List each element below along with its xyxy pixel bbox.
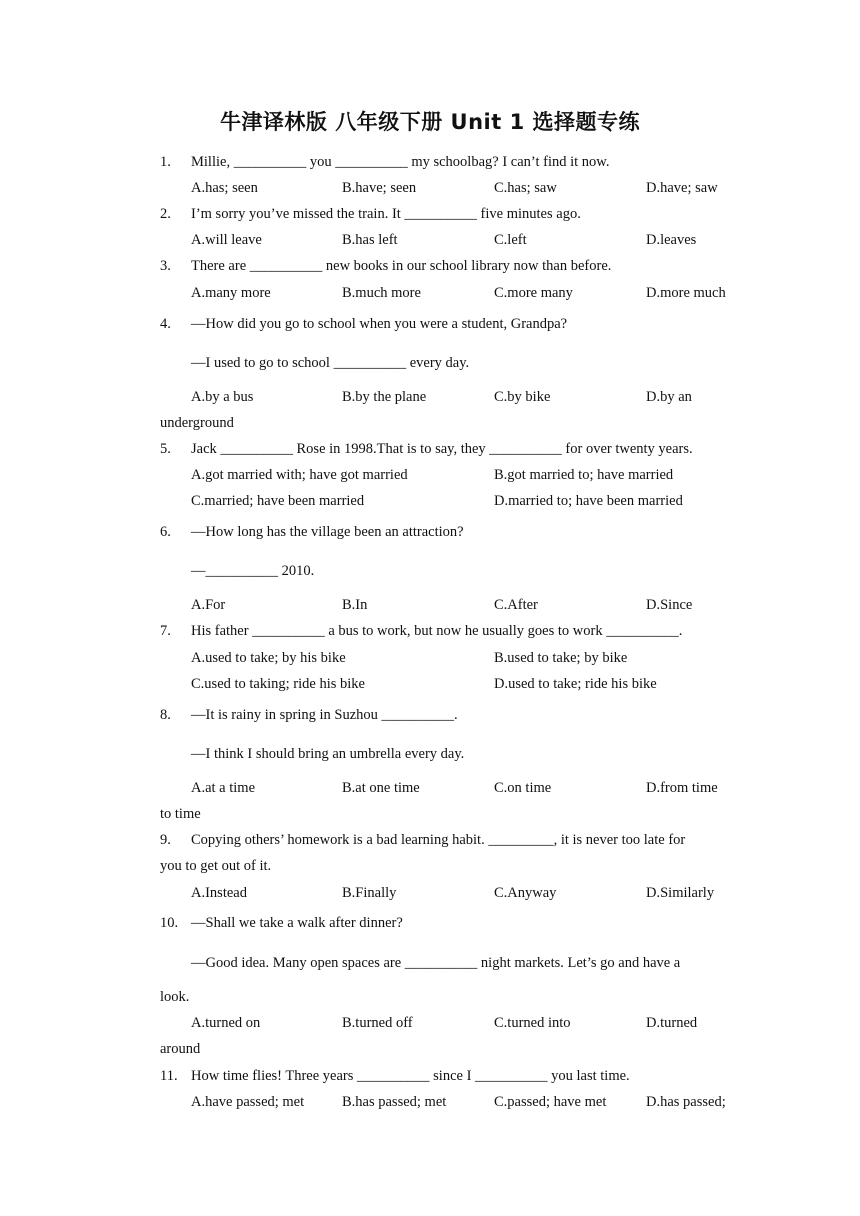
option-d: D.by an xyxy=(646,389,692,405)
question-text: —__________ 2010. xyxy=(191,563,315,579)
question-text: There are __________ new books in our school library now than before. xyxy=(191,258,612,274)
option-d: D.leaves xyxy=(646,232,697,248)
question-text: look. xyxy=(160,989,190,1005)
option-d: D.have; saw xyxy=(646,180,718,196)
question-text: you to get out of it. xyxy=(160,858,272,874)
option-b: B.got married to; have married xyxy=(494,467,674,483)
question-number: 8. xyxy=(160,707,171,723)
option-b: B.used to take; by bike xyxy=(494,650,628,666)
question-text: —Good idea. Many open spaces are __________ night markets. Let’s go and have a xyxy=(191,955,681,971)
question-number: 4. xyxy=(160,316,171,332)
question-number: 9. xyxy=(160,832,171,848)
option-d: D.turned xyxy=(646,1015,698,1031)
question-text: His father __________ a bus to work, but now he usually goes to work __________. xyxy=(191,623,683,639)
option-a: A.turned on xyxy=(191,1015,261,1031)
option-b: B.In xyxy=(342,597,368,613)
question-text: Copying others’ homework is a bad learning habit. _________, it is never too late for xyxy=(191,832,686,848)
option-a: A.at a time xyxy=(191,780,256,796)
question-text: I’m sorry you’ve missed the train. It __________ five minutes ago. xyxy=(191,206,581,222)
option-b: B.has left xyxy=(342,232,398,248)
option-a: A.has; seen xyxy=(191,180,258,196)
option-a: A.many more xyxy=(191,285,271,301)
question-text: —Shall we take a walk after dinner? xyxy=(191,915,403,931)
option-b: B.has passed; met xyxy=(342,1094,447,1110)
option-b: B.much more xyxy=(342,285,421,301)
question-number: 6. xyxy=(160,524,171,540)
option-c: C.used to taking; ride his bike xyxy=(191,676,365,692)
option-continuation: around xyxy=(160,1041,201,1057)
option-d: D.has passed; xyxy=(646,1094,726,1110)
question-number: 10. xyxy=(160,915,179,931)
question-number: 5. xyxy=(160,441,171,457)
option-b: B.turned off xyxy=(342,1015,413,1031)
question-text: —I used to go to school __________ every day. xyxy=(191,355,470,371)
option-b: B.at one time xyxy=(342,780,420,796)
question-text: How time flies! Three years __________ since I __________ you last time. xyxy=(191,1068,630,1084)
question-text: —I think I should bring an umbrella every day. xyxy=(191,746,465,762)
option-b: B.by the plane xyxy=(342,389,427,405)
option-c: C.left xyxy=(494,232,527,248)
document-title: 牛津译林版 八年级下册 Unit 1 选择题专练 xyxy=(219,110,641,134)
question-number: 3. xyxy=(160,258,171,274)
option-b: B.Finally xyxy=(342,885,397,901)
option-a: A.by a bus xyxy=(191,389,254,405)
option-continuation: underground xyxy=(160,415,234,431)
option-a: A.will leave xyxy=(191,232,262,248)
option-b: B.have; seen xyxy=(342,180,417,196)
option-d: D.more much xyxy=(646,285,726,301)
option-d: D.Similarly xyxy=(646,885,715,901)
question-number: 11. xyxy=(160,1068,178,1084)
question-text: —How did you go to school when you were a student, Grandpa? xyxy=(191,316,568,332)
option-d: D.from time xyxy=(646,780,718,796)
option-d: D.used to take; ride his bike xyxy=(494,676,657,692)
question-text: Jack __________ Rose in 1998.That is to say, they __________ for over twenty years. xyxy=(191,441,693,457)
option-continuation: to time xyxy=(160,806,201,822)
option-c: C.on time xyxy=(494,780,552,796)
question-text: Millie, __________ you __________ my schoolbag? I can’t find it now. xyxy=(191,154,610,170)
option-d: D.married to; have been married xyxy=(494,493,683,509)
question-text: —How long has the village been an attraction? xyxy=(191,524,464,540)
option-a: A.got married with; have got married xyxy=(191,467,408,483)
option-c: C.Anyway xyxy=(494,885,557,901)
option-a: A.Instead xyxy=(191,885,247,901)
option-d: D.Since xyxy=(646,597,693,613)
option-c: C.has; saw xyxy=(494,180,557,196)
question-number: 2. xyxy=(160,206,171,222)
question-number: 7. xyxy=(160,623,171,639)
question-text: —It is rainy in spring in Suzhou __________. xyxy=(191,707,458,723)
option-a: A.For xyxy=(191,597,226,613)
option-c: C.by bike xyxy=(494,389,551,405)
question-number: 1. xyxy=(160,154,171,170)
option-c: C.more many xyxy=(494,285,573,301)
option-c: C.married; have been married xyxy=(191,493,365,509)
option-a: A.used to take; by his bike xyxy=(191,650,346,666)
option-c: C.turned into xyxy=(494,1015,571,1031)
option-c: C.After xyxy=(494,597,538,613)
option-a: A.have passed; met xyxy=(191,1094,305,1110)
option-c: C.passed; have met xyxy=(494,1094,607,1110)
